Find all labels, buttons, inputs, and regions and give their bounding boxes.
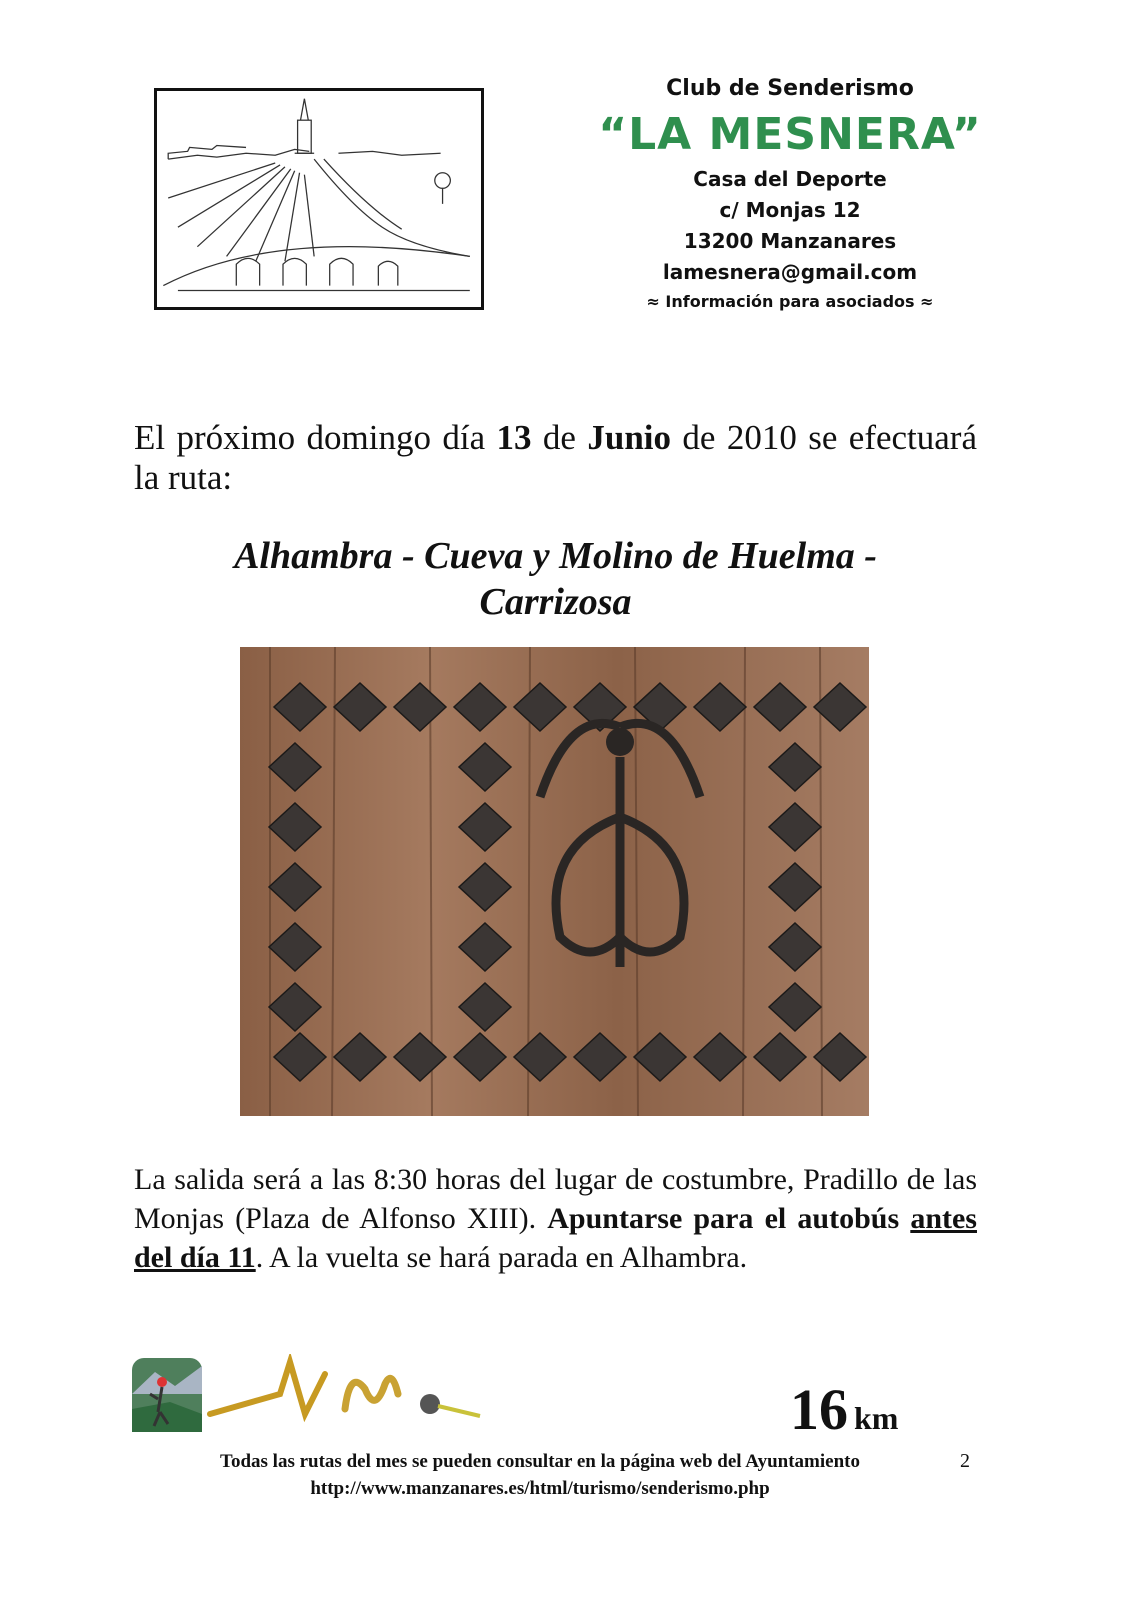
footer — [130, 1448, 950, 1502]
details-deadline: antes del día 11 — [134, 1202, 977, 1274]
footer-line-1: Todas las rutas del mes se pueden consultar en la página web del Ayuntamiento — [220, 1451, 860, 1472]
route-title — [134, 533, 977, 625]
intro-paragraph — [134, 418, 977, 498]
route-line-2: Carrizosa — [479, 581, 632, 623]
route-distance — [790, 1376, 898, 1443]
info-line: ≈ Información para asociados ≈ — [646, 292, 934, 311]
club-header — [590, 74, 990, 316]
details-text-1: La salida será a las 8:30 horas del lugar de costumbre, Pradillo de las Monjas (Plaza de Alfonso XIII). — [134, 1163, 977, 1235]
hiker-icon — [132, 1358, 202, 1432]
address-line-3: 13200 Manzanares — [683, 229, 897, 253]
distance-value: 16 — [790, 1377, 848, 1442]
details-paragraph — [134, 1160, 977, 1277]
intro-text-3: de 2010 se efectuará la ruta: — [134, 418, 978, 497]
intro-text-2: de — [531, 418, 588, 457]
page-number: 2 — [960, 1450, 970, 1472]
hiking-icons — [130, 1354, 490, 1436]
intro-text-1: El próximo domingo día — [134, 418, 497, 457]
tape-measure-icon — [345, 1378, 398, 1409]
intro-day: 13 — [496, 418, 532, 457]
address-line-1: Casa del Deporte — [693, 167, 887, 191]
address-line-2: c/ Monjas 12 — [719, 198, 861, 222]
club-logo — [154, 88, 484, 310]
details-text-2: . A la vuelta se hará parada en Alhambra. — [255, 1241, 748, 1274]
door-knocker-photo — [240, 647, 869, 1116]
folding-ruler-icon — [210, 1362, 325, 1414]
route-line-1: Alhambra - Cueva y Molino de Huelma - — [234, 535, 877, 577]
club-line: Club de Senderismo — [666, 76, 914, 101]
measuring-tape-icon — [420, 1394, 480, 1416]
club-email: lamesnera@gmail.com — [662, 260, 918, 284]
club-name: “LA MESNERA” — [598, 109, 982, 160]
footer-url[interactable]: http://www.manzanares.es/html/turismo/senderismo.php — [310, 1478, 770, 1499]
town-sketch-illustration — [157, 91, 481, 307]
details-bold: Apuntarse para el autobús — [547, 1202, 911, 1235]
intro-month: Junio — [587, 418, 672, 457]
distance-unit: km — [854, 1400, 899, 1436]
